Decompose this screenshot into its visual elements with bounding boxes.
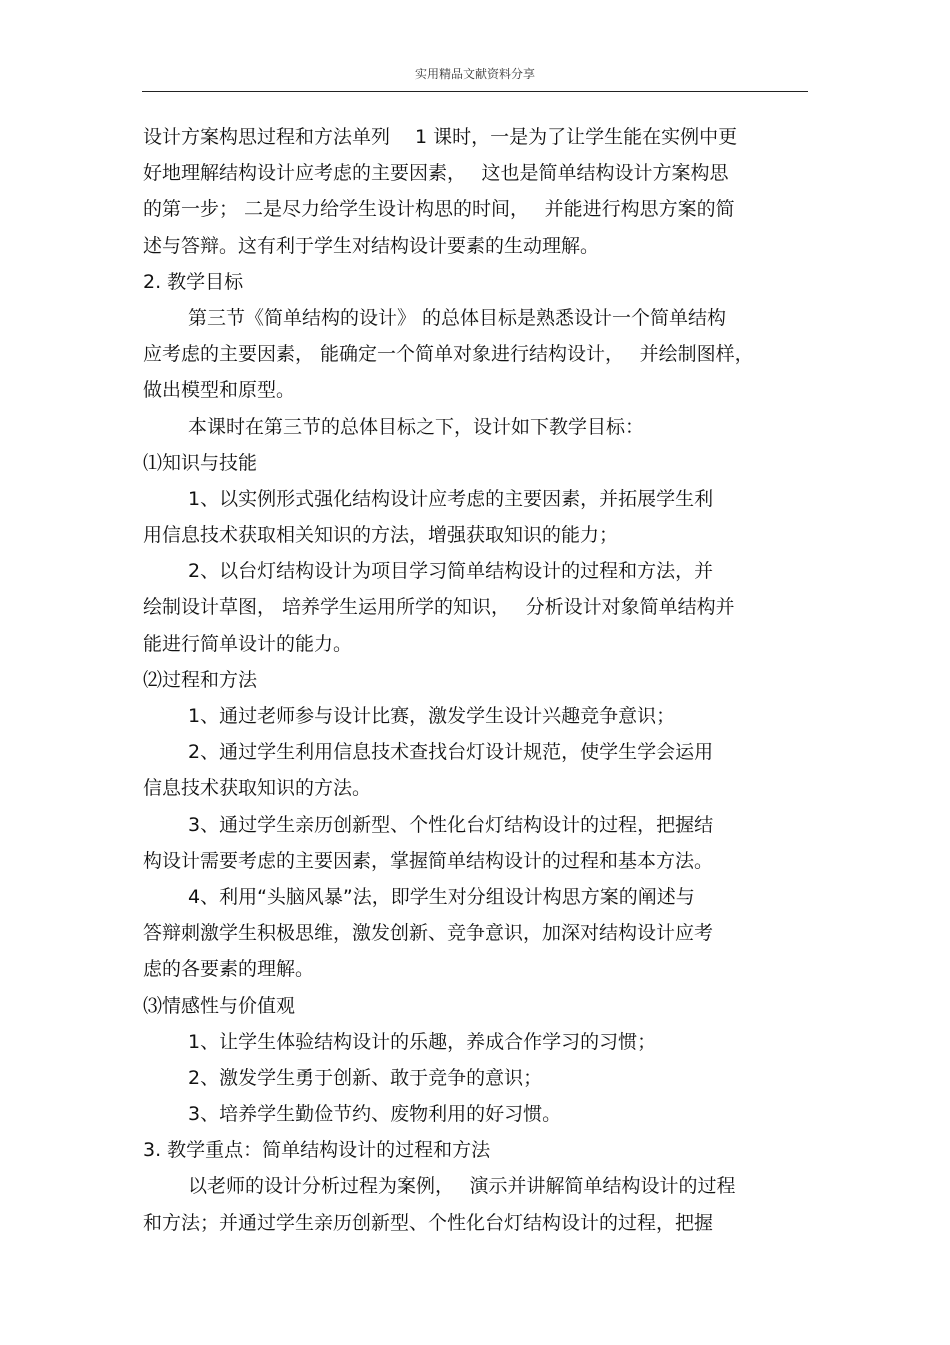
document-body	[143, 119, 803, 1241]
text-line: 以老师的设计分析过程为案例， 演示并讲解简单结构设计的过程	[188, 1175, 736, 1198]
text-line: 答辩刺激学生积极思维，激发创新、竞争意识，加深对结构设计应考	[143, 922, 714, 945]
subsection-heading: ⑴知识与技能	[143, 451, 258, 474]
header-title: 实用精品文献资料分享	[414, 67, 535, 81]
list-item: 1、让学生体验结构设计的乐趣，养成合作学习的习惯；	[188, 1030, 657, 1053]
text-line: 好地理解结构设计应考虑的主要因素， 这也是简单结构设计方案构思	[143, 162, 729, 185]
text-line: 信息技术获取知识的方法。	[143, 777, 372, 800]
list-item: 1、以实例形式强化结构设计应考虑的主要因素，并拓展学生利	[188, 487, 714, 510]
text-line: 构设计需要考虑的主要因素，掌握简单结构设计的过程和基本方法。	[143, 849, 714, 872]
section-heading: 2. 教学目标	[143, 270, 244, 293]
page-header	[142, 66, 808, 82]
list-item: 3、通过学生亲历创新型、个性化台灯结构设计的过程，把握结	[188, 813, 714, 836]
text-line: 绘制设计草图， 培养学生运用所学的知识， 分析设计对象简单结构并	[143, 596, 735, 619]
header-divider	[142, 91, 808, 92]
subsection-heading: ⑵过程和方法	[143, 668, 258, 691]
text-line: 和方法；并通过学生亲历创新型、个性化台灯结构设计的过程，把握	[143, 1211, 714, 1234]
text-line: 用信息技术获取相关知识的方法，增强获取知识的能力；	[143, 524, 619, 547]
text-line: 述与答辩。这有利于学生对结构设计要素的生动理解。	[143, 234, 600, 257]
text-line: 本课时在第三节的总体目标之下，设计如下教学目标：	[188, 415, 645, 438]
text-line: 能进行简单设计的能力。	[143, 632, 353, 655]
text-line: 设计方案构思过程和方法单列 1 课时，一是为了让学生能在实例中更	[143, 126, 738, 148]
section-heading: 3. 教学重点：简单结构设计的过程和方法	[143, 1139, 491, 1162]
list-item: 2、激发学生勇于创新、敢于竞争的意识；	[188, 1066, 543, 1089]
list-item: 2、以台灯结构设计为项目学习简单结构设计的过程和方法，并	[188, 560, 714, 583]
list-item: 2、通过学生利用信息技术查找台灯设计规范，使学生学会运用	[188, 741, 714, 764]
subsection-heading: ⑶情感性与价值观	[143, 994, 296, 1017]
text-line: 应考虑的主要因素， 能确定一个简单对象进行结构设计， 并绘制图样，	[143, 343, 754, 366]
list-item: 4、利用“头脑风暴”法，即学生对分组设计构思方案的阐述与	[188, 885, 695, 908]
text-line: 虑的各要素的理解。	[143, 958, 315, 981]
text-line: 的第一步； 二是尽力给学生设计构思的时间， 并能进行构思方案的简	[143, 198, 735, 221]
list-item: 3、培养学生勤俭节约、废物利用的好习惯。	[188, 1103, 562, 1126]
text-line: 第三节《简单结构的设计》 的总体目标是熟悉设计一个简单结构	[188, 306, 727, 329]
text-line: 做出模型和原型。	[143, 379, 296, 402]
list-item: 1、通过老师参与设计比赛，激发学生设计兴趣竞争意识；	[188, 705, 676, 727]
